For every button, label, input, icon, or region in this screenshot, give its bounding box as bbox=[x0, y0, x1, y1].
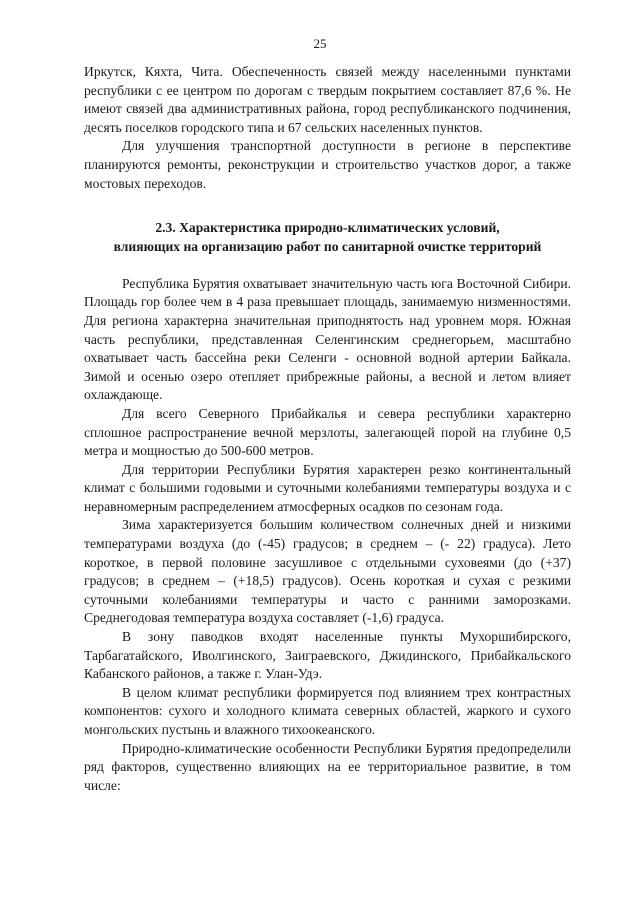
paragraph-factors: Природно-климатические особенности Республики Бурятия предопределили ряд факторов, существенно влияющих на ее территориальное развитие, в том числе: bbox=[84, 740, 571, 793]
page-number: 25 bbox=[313, 36, 327, 51]
paragraph-continuation: Иркутск, Кяхта, Чита. Обеспеченность связей между населенными пунктами республики с ее центром по дорогам с твердым покрытием составляет 87,6 %. Не имеют связей два административных района, город республиканского подчинения, десять поселков городского типа и 67 сельских населенных пунктов. bbox=[84, 64, 571, 135]
section-heading bbox=[84, 219, 571, 257]
paragraph-seasons: Зима характеризуется большим количеством солнечных дней и низкими температурами воздуха (до (-45) градусов; в среднем – (- 22) градуса). Лето короткое, в первой половине засушливое с отдельными суховеями (до (+37) градусов; в среднем – (+18,5) градусов). Осень короткая и сухая с резкими суточными колебаниями температуры и часто с ранними заморозками. Среднегодовая температура воздуха составляет (-1,6) градуса. bbox=[84, 517, 571, 626]
paragraph-climate: Для территории Республики Бурятия характерен резко континентальный климат с большими годовыми и суточными колебаниями температуры воздуха и с неравномерным распределением атмосферных осадков по сезонам года. bbox=[84, 461, 571, 514]
spacer bbox=[84, 257, 571, 275]
paragraph-transport: Для улучшения транспортной доступности в регионе в перспективе планируются ремонты, реконструкции и строительство участков дорог, а также мостовых переходов. bbox=[84, 138, 571, 191]
page-body bbox=[84, 63, 571, 795]
paragraph-permafrost: Для всего Северного Прибайкалья и севера республики характерно сплошное распространение вечной мерзлоты, залегающей порой на глубине 0,5 метра и мощностью до 500-600 метров. bbox=[84, 405, 571, 459]
paragraph-buryatia: Республика Бурятия охватывает значительную часть юга Восточной Сибири. Площадь гор более чем в 4 раза превышает площадь, занимаемую низменностями. Для региона характерна значительная приподнятость над уровнем моря. Южная часть республики, представленная Селенгинским среднегорьем, масштабно охватывает часть бассейна реки Селенги - основной водной артерии Байкала. Зимой и осенью озеро отепляет прибрежные районы, а весной и летом влияет охлаждающе. bbox=[84, 275, 571, 403]
section-heading-line-2: влияющих на организацию работ по санитарной очистке территорий bbox=[113, 238, 542, 254]
paragraph-components: В целом климат республики формируется под влиянием трех контрастных компонентов: сухого и холодного климата северных областей, жаркого и сухого монгольских пустынь и влажного тихоокеанского. bbox=[84, 684, 571, 737]
paragraph-floods: В зону паводков входят населенные пункты Мухоршибирского, Тарбагатайского, Иволгинского, Заиграевского, Джидинского, Прибайкальского Кабанского районов, а также г. Улан-Удэ. bbox=[84, 629, 571, 682]
spacer bbox=[84, 193, 571, 219]
section-heading-line-1: 2.3. Характеристика природно-климатических условий, bbox=[155, 220, 500, 236]
